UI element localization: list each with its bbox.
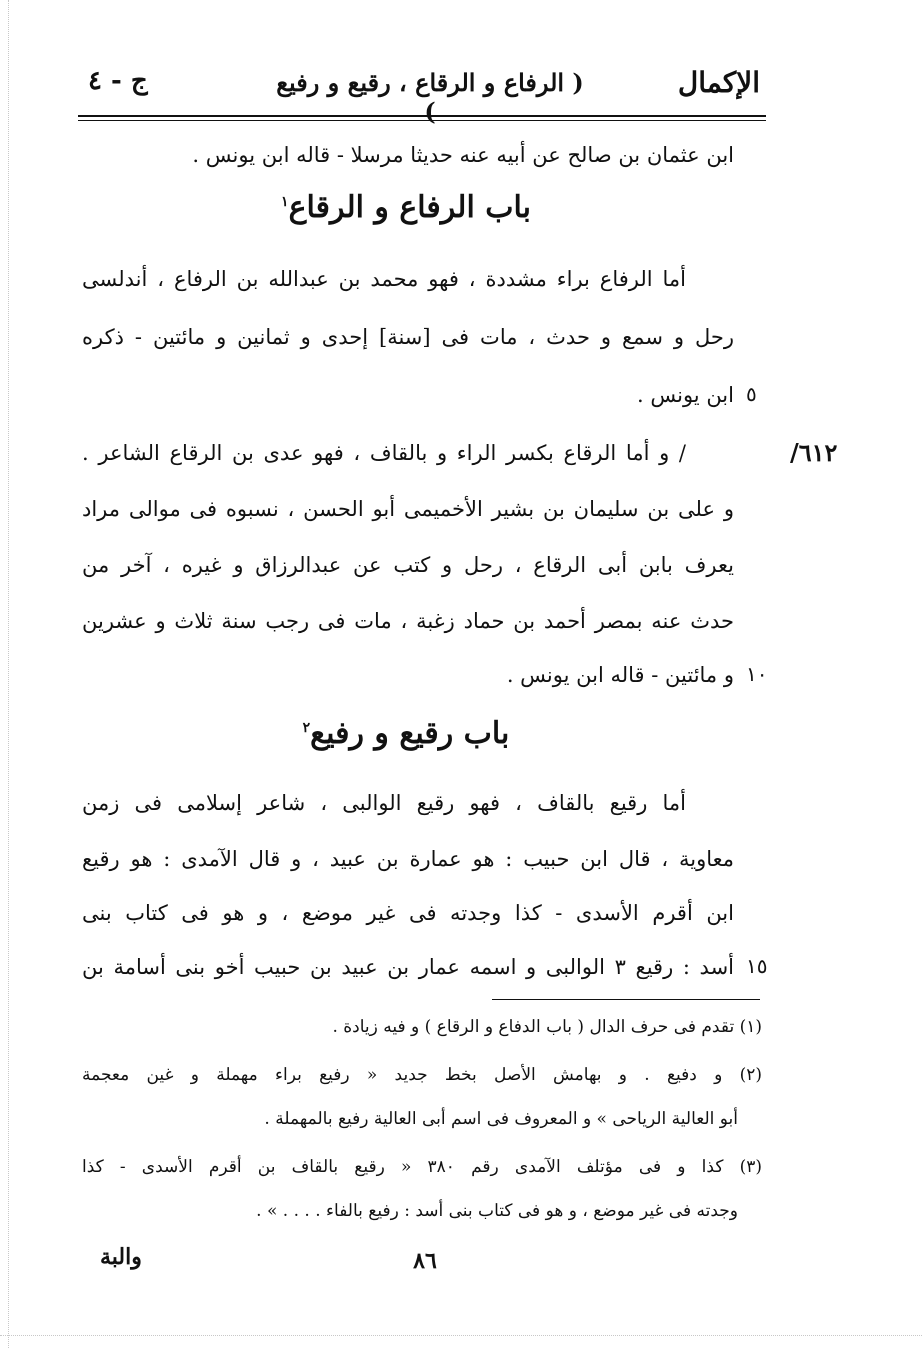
line-number: ١٠ xyxy=(746,662,768,686)
catchword: والبة xyxy=(100,1244,142,1270)
footnote-line: (٣) كذا و فى مؤتلف الآمدى رقم ٣٨٠ « رقيع بالقاف بن أقرم الأسدى - كذا xyxy=(82,1157,762,1177)
text-line: أما رقيع بالقاف ، فهو رقيع الوالبى ، شاعر إسلامى فى زمن xyxy=(82,791,686,815)
scan-border-left xyxy=(8,0,9,1348)
volume-label: ج - ٤ xyxy=(88,66,148,96)
footnote-line: أبو العالية الرياحى » و المعروف فى اسم أبى العالية رفيع بالمهملة . xyxy=(264,1109,738,1129)
text-line: حدث عنه بمصر أحمد بن حماد زغبة ، مات فى رجب سنة ثلاث و عشرين xyxy=(82,609,734,633)
footnote-line: وجدته فى غير موضع ، و هو فى كتاب بنى أسد : رفيع بالفاء . . . . » . xyxy=(256,1201,738,1221)
text-line: ابن أقرم الأسدى - كذا وجدته فى غير موضع ، و هو فى كتاب بنى xyxy=(82,901,734,925)
text-line: و مائتين - قاله ابن يونس . xyxy=(506,663,734,687)
text-line: يعرف بابن أبى الرقاع ، رحل و كتب عن عبدالرزاق و غيره ، آخر من xyxy=(82,553,734,577)
text-line: / و أما الرقاع بكسر الراء و بالقاف ، فهو عدى بن الرقاع الشاعر . xyxy=(82,441,686,465)
section-heading-text: باب رقيع و رفيع xyxy=(310,716,510,751)
margin-folio-ref: ٦١٢/ xyxy=(790,438,838,467)
scan-border-bottom xyxy=(0,1335,922,1336)
text-line: و على بن سليمان بن بشير الأخميمى أبو الحسن ، نسبوه فى موالى مراد xyxy=(82,497,734,521)
text-line: معاوية ، قال ابن حبيب : هو عمارة بن عبيد ، و قال الآمدى : هو رقيع xyxy=(82,847,734,871)
line-number: ٥ xyxy=(746,382,757,406)
footnote-rule xyxy=(492,999,760,1000)
text-line: رحل و سمع و حدث ، مات فى [سنة] إحدى و ثمانين و مائتين - ذكره xyxy=(82,325,734,349)
page-number: ٨٦ xyxy=(413,1248,437,1274)
section-heading-text: باب الرفاع و الرقاع xyxy=(288,190,531,225)
section-heading-rifa xyxy=(80,190,732,225)
text-line: ابن يونس . xyxy=(636,383,734,407)
text-line: أسد : رقيع ٣ الوالبى و اسمه عمار بن عبيد بن حبيب أخو بنى أسامة بن xyxy=(82,955,735,979)
footnote-line: (٢) و دفيع . و بهامش الأصل بخط جديد « رفيع براء مهملة و غين معجمة xyxy=(82,1065,762,1085)
book-title: الإكمال xyxy=(677,66,760,99)
header-rule-thick xyxy=(78,115,766,117)
running-header xyxy=(80,66,760,126)
text-line: أما الرفاع براء مشددة ، فهو محمد بن عبدالله بن الرفاع ، أندلسى xyxy=(82,267,686,291)
section-heading-raqi xyxy=(80,716,732,751)
header-rule-thin xyxy=(78,120,766,121)
footnote-line: (١) تقدم فى حرف الدال ( باب الدفاع و الرقاع ) و فيه زيادة . xyxy=(332,1017,762,1037)
running-title: ( الرفاع و الرقاع ، رقيع و رفيع ) xyxy=(276,68,584,126)
line-number: ١٥ xyxy=(746,954,768,978)
footnote-marker: ١ xyxy=(281,194,289,210)
footnote-marker: ٢ xyxy=(302,720,311,736)
text-line-opening: ابن عثمان بن صالح عن أبيه عنه حديثا مرسلا - قاله ابن يونس . xyxy=(192,143,734,167)
